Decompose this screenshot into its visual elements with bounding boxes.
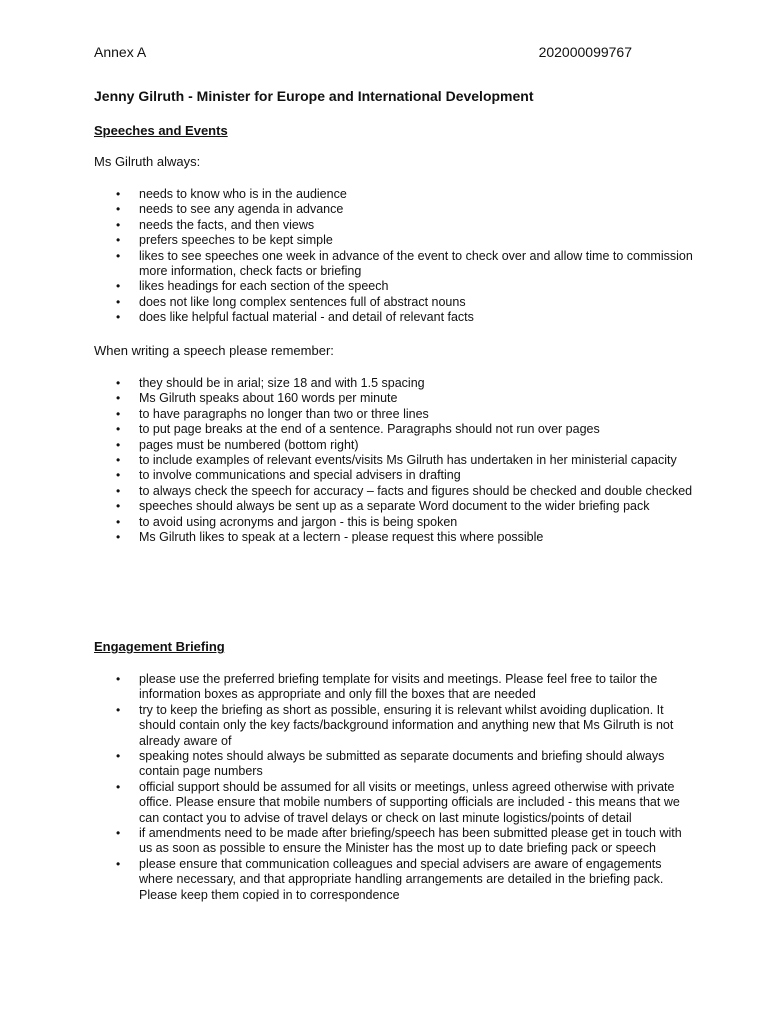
list-item: • does like helpful factual material - and detail of relevant facts	[94, 310, 694, 325]
list-item: • try to keep the briefing as short as possible, ensuring it is relevant whilst avoiding duplication. It should contain only the key facts/background information and anything new that Ms Gilruth is not already aware of	[94, 703, 694, 749]
engagement-list	[94, 672, 694, 903]
list-item: • speaking notes should always be submitted as separate documents and briefing should always contain page numbers	[94, 749, 694, 780]
speeches-heading: Speeches and Events	[94, 123, 228, 138]
list-item: • please use the preferred briefing template for visits and meetings. Please feel free to tailor the information boxes as appropriate and only fill the boxes that are needed	[94, 672, 694, 703]
list-item: • to avoid using acronyms and jargon - this is being spoken	[94, 515, 694, 530]
list-item: • likes headings for each section of the speech	[94, 279, 694, 294]
list-item: • pages must be numbered (bottom right)	[94, 438, 694, 453]
list-item: • official support should be assumed for all visits or meetings, unless agreed otherwise with private office. Please ensure that mobile numbers of supporting officials are included - this means that we can contact you to advise of travel delays or check on last minute logistics/points of detail	[94, 780, 694, 826]
list-item: • does not like long complex sentences full of abstract nouns	[94, 295, 694, 310]
always-list	[94, 187, 694, 326]
list-item: • needs to know who is in the audience	[94, 187, 694, 202]
list-item: • speeches should always be sent up as a separate Word document to the wider briefing pack	[94, 499, 694, 514]
list-item: • to include examples of relevant events/visits Ms Gilruth has undertaken in her ministerial capacity	[94, 453, 694, 468]
list-item: • to have paragraphs no longer than two or three lines	[94, 407, 694, 422]
list-item: • please ensure that communication colleagues and special advisers are aware of engagements where necessary, and that appropriate handling arrangements are detailed in the briefing pack. Please keep them copied in to correspondence	[94, 857, 694, 903]
list-item: • Ms Gilruth speaks about 160 words per minute	[94, 391, 694, 406]
list-item: • to put page breaks at the end of a sentence. Paragraphs should not run over pages	[94, 422, 694, 437]
list-item: • to always check the speech for accuracy – facts and figures should be checked and double checked	[94, 484, 694, 499]
list-item: • if amendments need to be made after briefing/speech has been submitted please get in touch with us as soon as possible to ensure the Minister has the most up to date briefing pack or speech	[94, 826, 694, 857]
list-item: • likes to see speeches one week in advance of the event to check over and allow time to commission more information, check facts or briefing	[94, 249, 694, 280]
list-item: • prefers speeches to be kept simple	[94, 233, 694, 248]
list-item: • needs to see any agenda in advance	[94, 202, 694, 217]
list-item: • Ms Gilruth likes to speak at a lectern - please request this where possible	[94, 530, 694, 545]
annex-label: Annex A	[94, 44, 147, 60]
document-title: Jenny Gilruth - Minister for Europe and International Development	[94, 88, 534, 104]
list-item: • needs the facts, and then views	[94, 218, 694, 233]
speeches-intro: Ms Gilruth always:	[94, 154, 201, 169]
remember-intro: When writing a speech please remember:	[94, 343, 334, 358]
engagement-heading: Engagement Briefing	[94, 639, 225, 654]
reference-number: 202000099767	[538, 44, 632, 60]
remember-list	[94, 376, 694, 545]
page-header	[94, 44, 632, 62]
list-item: • to involve communications and special advisers in drafting	[94, 468, 694, 483]
list-item: • they should be in arial; size 18 and with 1.5 spacing	[94, 376, 694, 391]
